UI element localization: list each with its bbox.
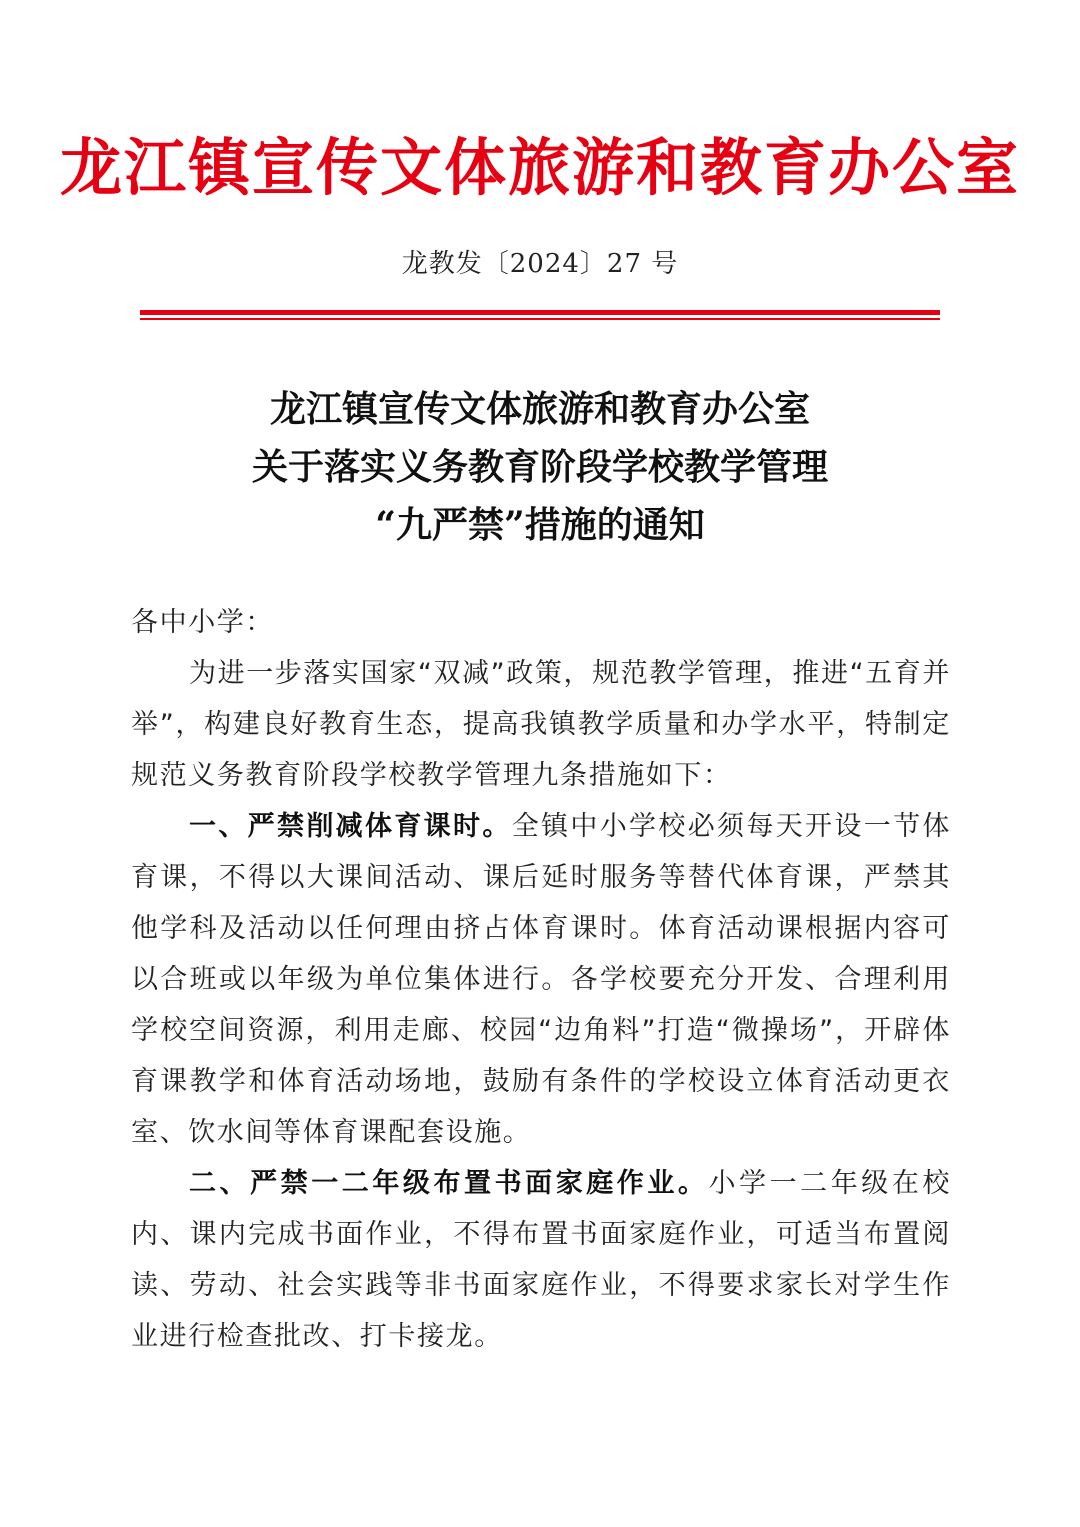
measure-text-1: 全镇中小学校必须每天开设一节体育课，不得以大课间活动、课后延时服务等替代体育课，严禁其他学科及活动以任何理由挤占体育课时。体育活动课根据内容可以合班或以年级为单位集体进行。各学校要充分开发、合理利用学校空间资源，利用走廊、校园“边角料”打造“微操场”，开辟体育课教学和体育活动场地，鼓励有条件的学校设立体育活动更衣室、饮水间等体育课配套设施。 xyxy=(131,811,952,1148)
measure-heading-1: 一、严禁削减体育课时。 xyxy=(189,811,512,842)
document-number: 龙教发〔2024〕27 号 xyxy=(401,249,679,279)
measure-text-2: 小学一二年级在校内、课内完成书面作业，不得布置书面家庭作业，可适当布置阅读、劳动、社会实践等非书面家庭作业，不得要求家长对学生作业进行检查批改、打卡接龙。 xyxy=(131,1168,951,1352)
salutation: 各中小学： xyxy=(131,607,274,638)
red-divider-thick xyxy=(140,310,940,315)
measure-paragraph-1 xyxy=(131,801,951,1158)
document-title xyxy=(0,380,1080,554)
issuing-organization-header: 龙江镇宣传文体旅游和教育办公室 xyxy=(59,131,1020,204)
title-line-2: 关于落实义务教育阶段学校教学管理 xyxy=(251,446,828,488)
red-divider-thin xyxy=(140,318,940,320)
document-body xyxy=(131,597,951,1362)
title-line-1: 龙江镇宣传文体旅游和教育办公室 xyxy=(269,388,810,430)
measure-heading-2: 二、严禁一二年级布置书面家庭作业。 xyxy=(189,1168,709,1199)
measure-paragraph-2 xyxy=(131,1158,951,1362)
intro-paragraph: 为进一步落实国家“双减”政策，规范教学管理，推进“五育并举”，构建良好教育生态，提高我镇教学质量和办学水平，特制定规范义务教育阶段学校教学管理九条措施如下： xyxy=(131,658,951,791)
title-line-3: “九严禁”措施的通知 xyxy=(375,504,705,546)
